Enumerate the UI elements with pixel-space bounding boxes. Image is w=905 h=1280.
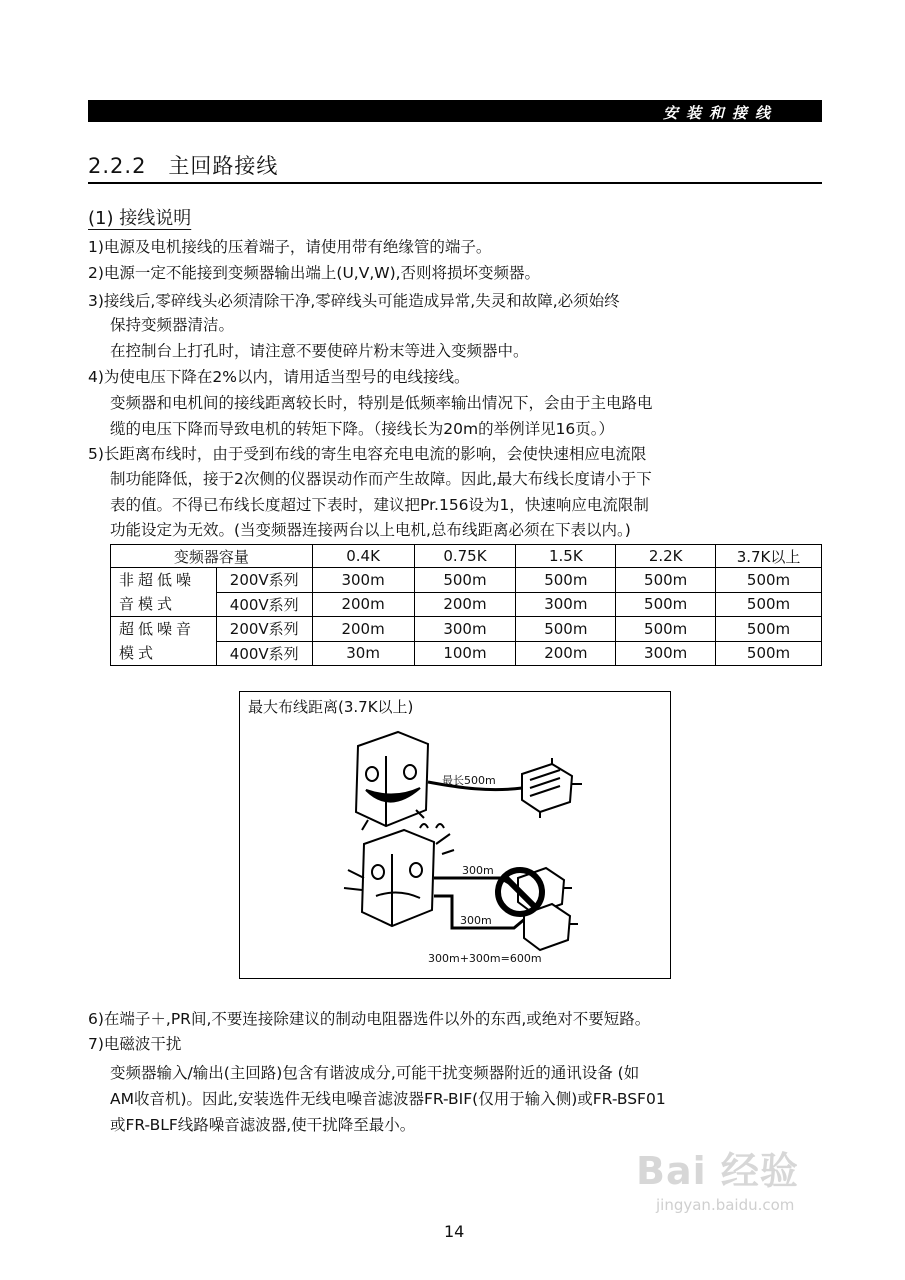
figure-title: 最大布线距离(3.7K以上) <box>248 698 414 716</box>
series-cell: 200V系列 <box>216 568 312 593</box>
table-cell: 300m <box>414 617 516 642</box>
table-header-cell: 3.7K以上 <box>716 545 822 568</box>
table-header-cell: 1.5K <box>516 545 616 568</box>
table-cell: 500m <box>516 617 616 642</box>
item-2: 2)电源一定不能接到变频器输出端上(U,V,W),否则将损坏变频器。 <box>88 264 541 282</box>
series-cell: 400V系列 <box>216 641 312 666</box>
happy-inverter-icon <box>356 732 428 830</box>
section-title: 2.2.2 主回路接线 <box>88 154 279 178</box>
item-7-line3: 或FR-BLF线路噪音滤波器,使干扰降至最小。 <box>110 1116 416 1134</box>
item-3-line3: 在控制台上打孔时，请注意不要使碎片粉末等进入变频器中。 <box>110 342 529 360</box>
table-cell: 500m <box>414 568 516 593</box>
mode-label-line: 模式 <box>119 644 158 662</box>
item-7-line1: 变频器输入/输出(主回路)包含有谐波成分,可能干扰变频器附近的通讯设备 (如 <box>110 1064 640 1082</box>
label-300m-upper: 300m <box>462 864 494 877</box>
worried-inverter-icon <box>344 824 454 926</box>
figure-illustration <box>240 692 670 978</box>
table-cell: 500m <box>716 617 822 642</box>
table-cell: 500m <box>716 592 822 617</box>
table-cell: 200m <box>516 641 616 666</box>
table-cell: 500m <box>616 568 716 593</box>
item-7: 7)电磁波干扰 <box>88 1035 182 1053</box>
table-row <box>111 568 822 593</box>
table-cell: 300m <box>312 568 414 593</box>
item-1: 1)电源及电机接线的压着端子，请使用带有绝缘管的端子。 <box>88 238 492 256</box>
table-cell: 500m <box>616 592 716 617</box>
table-header-cell: 0.4K <box>312 545 414 568</box>
table-cell: 30m <box>312 641 414 666</box>
mode-cell-low-noise <box>111 617 217 666</box>
table-cell: 200m <box>312 617 414 642</box>
label-max-length: 最长500m <box>442 774 496 787</box>
item-5-line3: 表的值。不得已布线长度超过下表时，建议把Pr.156设为1，快速响应电流限制 <box>110 496 649 514</box>
mode-label-line: 非超低噪 <box>119 571 196 589</box>
mode-label-line: 超低噪音 <box>119 620 196 638</box>
item-3-line1: 3)接线后,零碎线头必须清除干净,零碎线头可能造成异常,失灵和故障,必须始终 <box>88 292 620 310</box>
table-row <box>111 617 822 642</box>
item-3-line2: 保持变频器清洁。 <box>110 316 235 334</box>
item-4-line3: 缆的电压下降而导致电机的转矩下降。（接线长为20m的举例详见16页。） <box>110 420 615 438</box>
section-divider <box>88 182 822 184</box>
table-cell: 500m <box>616 617 716 642</box>
table-cell: 500m <box>516 568 616 593</box>
item-5-line4: 功能设定为无效。(当变频器连接两台以上电机,总布线距离必须在下表以内。) <box>110 521 631 539</box>
series-cell: 400V系列 <box>216 592 312 617</box>
page-number: 14 <box>444 1222 465 1241</box>
item-5-line2: 制功能降低，接于2次侧的仪器误动作而产生故障。因此,最大布线长度请小于下 <box>110 470 652 488</box>
table-header-cell: 2.2K <box>616 545 716 568</box>
table-header-row <box>111 545 822 568</box>
baidu-watermark-url: jingyan.baidu.com <box>656 1196 795 1214</box>
mode-label-line: 音模式 <box>119 595 177 613</box>
table-header-cell: 0.75K <box>414 545 516 568</box>
chapter-header-bar <box>88 100 822 122</box>
item-4-line1: 4)为使电压下降在2%以内，请用适当型号的电线接线。 <box>88 368 470 386</box>
table-row <box>111 592 822 617</box>
item-5-line1: 5)长距离布线时，由于受到布线的寄生电容充电电流的影响，会使快速相应电流限 <box>88 445 647 463</box>
wiring-length-table <box>110 544 822 666</box>
mode-cell-non-low-noise <box>111 568 217 617</box>
table-header-label: 变频器容量 <box>111 545 313 568</box>
table-cell: 300m <box>516 592 616 617</box>
table-cell: 200m <box>414 592 516 617</box>
table-cell: 500m <box>716 641 822 666</box>
table-row <box>111 641 822 666</box>
item-6: 6)在端子＋,PR间,不要连接除建议的制动电阻器选件以外的东西,或绝对不要短路。 <box>88 1010 651 1028</box>
chapter-title: 安装和接线 <box>662 104 778 122</box>
max-wiring-distance-figure <box>239 691 671 979</box>
item-7-line2: AM收音机)。因此,安装选件无线电噪音滤波器FR-BIF(仅用于输入侧)或FR-BSF01 <box>110 1090 666 1108</box>
motor-icon <box>522 758 582 818</box>
table-cell: 300m <box>616 641 716 666</box>
table-cell: 200m <box>312 592 414 617</box>
table-cell: 500m <box>716 568 822 593</box>
label-300m-lower: 300m <box>460 914 492 927</box>
label-total-length: 300m+300m=600m <box>428 952 542 965</box>
subsection-title: (1) 接线说明 <box>88 208 192 229</box>
baidu-watermark-logo: Bai 经验 <box>636 1149 799 1193</box>
item-4-line2: 变频器和电机间的接线距离较长时，特别是低频率输出情况下，会由于主电路电 <box>110 394 653 412</box>
table-cell: 100m <box>414 641 516 666</box>
series-cell: 200V系列 <box>216 617 312 642</box>
